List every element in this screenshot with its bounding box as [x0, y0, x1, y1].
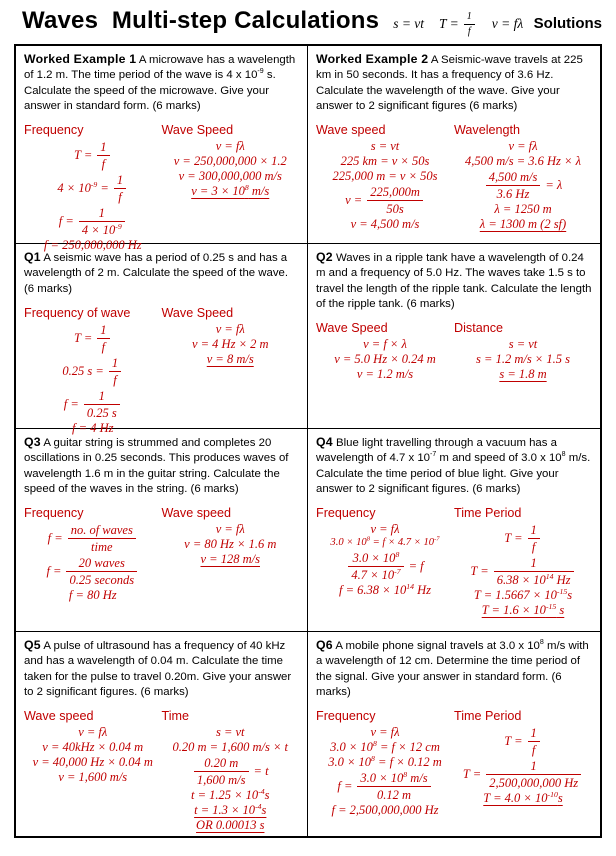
- math-fraction-line: [439, 10, 477, 37]
- math-line: f = 250,000,000 Hz: [43, 238, 142, 253]
- math-line: $3.0 \times 10^8 = f \times 12$ cm: [330, 738, 440, 755]
- math-fraction-line: [24, 139, 162, 172]
- fraction-prefix: T =: [504, 531, 523, 546]
- fraction-numerator: 1: [97, 323, 109, 339]
- fraction-prefix: T =: [73, 330, 93, 345]
- fraction-prefix: f =: [63, 396, 79, 411]
- math-line: v = 128 m/s: [200, 552, 260, 567]
- fraction: [109, 356, 121, 387]
- fraction-denominator: f: [531, 540, 536, 555]
- fraction: [84, 389, 120, 420]
- reference-formulas: [393, 10, 523, 37]
- fraction: [66, 556, 137, 587]
- math-line: $T = 4.0 \times 10^{-10}s$: [483, 789, 563, 806]
- solution-column: [24, 709, 162, 833]
- fraction-denominator: f: [101, 157, 106, 172]
- fraction-numerator: 1: [464, 11, 475, 24]
- solution-column-heading: Time Period: [454, 709, 522, 724]
- fraction-numerator: 1: [528, 523, 540, 539]
- solution-column-heading: Wave Speed: [316, 321, 388, 336]
- solution-column: [24, 506, 162, 603]
- fraction-denominator: 3.6 Hz: [496, 187, 530, 202]
- solution-column: [316, 123, 454, 232]
- cell-q2: [308, 244, 600, 429]
- fraction-numerator: 1: [97, 140, 109, 156]
- fraction: [486, 759, 581, 790]
- solution-column: [454, 709, 592, 818]
- page-title: Waves Multi-step Calculations: [22, 7, 380, 34]
- solution-column-heading: Frequency: [316, 709, 376, 724]
- cell-worked-example-2: [308, 46, 600, 244]
- solution-column-heading: Time: [161, 709, 190, 724]
- solution-column: [316, 321, 454, 382]
- fraction-suffix: = t: [253, 764, 269, 779]
- solution-column: [24, 306, 162, 436]
- math-line: v = fλ: [78, 725, 108, 740]
- fraction-numerator: $3.0 \times 10^8$ m/s: [357, 771, 430, 787]
- fraction-numerator: 1: [114, 173, 126, 189]
- solution-column-heading: Wave Speed: [161, 123, 234, 138]
- question-text: Q3 A guitar string is strummed and completes 20 oscillations in 0.25 seconds. This produces waves of wavelength 1.6 m in the guitar string. Calculate the speed of the waves in the string. (6 marks): [24, 435, 289, 495]
- solution-column: [454, 321, 592, 382]
- question-text: Q5 A pulse of ultrasound has a frequency of 40 kHz and has a wavelength of 0.04 m. Calculate the time taken for the pulse to travel 0.20m. Give your answer to 2 significant figures. (6 marks): [24, 638, 292, 698]
- solution-work: [316, 123, 592, 232]
- question-label: Q1: [24, 250, 41, 264]
- math-line: $f = 6.38 \times 10^{14}$ Hz: [339, 581, 431, 597]
- question-text: Worked Example 1 A microwave has a wavelength of 1.2 m. The time period of the wave is 4 x $10^{-9}$ s. Calculate the speed of the microwave. Give your answer in standard form. (6 marks): [24, 52, 296, 112]
- fraction-numerator: 4,500 m/s: [486, 170, 541, 186]
- fraction-prefix: f =: [58, 214, 74, 229]
- question-text: Q6 A mobile phone signal travels at 3.0 x $10^8$ m/s with a wavelength of 12 cm. Determine the time period of the signal. Give your answer in standard form. (6 marks): [316, 638, 589, 698]
- math-fraction-line: [162, 755, 300, 788]
- fraction-prefix: v =: [345, 193, 363, 208]
- math-line: v = 40,000 Hz × 0.04 m: [32, 755, 153, 770]
- question-text: Q1 A seismic wave has a period of 0.25 s and has a wavelength of 2 m. Calculate the speed of the wave. (6 marks): [24, 250, 289, 295]
- solution-column: [162, 123, 300, 253]
- math-line: v = fλ: [491, 16, 524, 31]
- fraction-denominator: f: [113, 372, 117, 387]
- fraction-numerator: 0.20 m: [194, 756, 249, 772]
- math-line: v = 4,500 m/s: [350, 217, 420, 232]
- math-line: v = 4 Hz × 2 m: [191, 336, 269, 351]
- math-line: f = 2,500,000,000 Hz: [331, 803, 439, 818]
- fraction-prefix: T =: [73, 148, 93, 163]
- math-line: v = fλ: [215, 139, 245, 154]
- solution-column-heading: Wave speed: [161, 506, 232, 521]
- math-line: v = fλ: [508, 139, 538, 154]
- solution-column-heading: Frequency of wave: [24, 305, 131, 320]
- question-text: Worked Example 2 A Seismic-wave travels at 225 km in 50 seconds. It has a frequency of 3.6 Hz. Calculate the wavelength of the wave. Give your answer to 2 significant figures (6 marks): [316, 52, 583, 112]
- math-fraction-line: [316, 770, 454, 803]
- solution-column: [162, 506, 300, 603]
- solution-work: [24, 123, 299, 253]
- worksheet-grid: [14, 44, 602, 838]
- fraction-denominator: f: [531, 743, 536, 758]
- fraction-denominator: f: [101, 339, 106, 354]
- math-line: 225 km = v × 50s: [340, 154, 430, 169]
- question-label: Q2: [316, 250, 333, 264]
- math-line: s = vt: [393, 16, 425, 31]
- math-line: v = fλ: [370, 725, 400, 740]
- solution-column: [316, 709, 454, 818]
- fraction-numerator: 1: [79, 206, 125, 222]
- fraction-numerator: 1: [528, 726, 540, 742]
- fraction-denominator: 1,600 m/s: [196, 773, 246, 788]
- math-line: v = 1,600 m/s: [58, 770, 128, 785]
- fraction-prefix: T =: [462, 767, 482, 782]
- fraction-denominator: f: [118, 190, 122, 205]
- cell-q6: [308, 632, 600, 836]
- math-line: v = 250,000,000 × 1.2: [173, 154, 287, 169]
- solution-column: [454, 506, 592, 618]
- fraction-suffix: = f: [408, 558, 424, 573]
- math-line: v = f × λ: [363, 337, 407, 352]
- fraction: [348, 551, 403, 582]
- solution-column-heading: Wavelength: [454, 123, 521, 138]
- fraction: [528, 523, 540, 554]
- fraction: [494, 556, 574, 587]
- fraction-numerator: 1: [109, 356, 121, 372]
- fraction-prefix: $4 \times 10^{-9}$ =: [57, 179, 109, 196]
- solutions-label: Solutions: [533, 15, 602, 32]
- solution-column: [24, 123, 162, 253]
- solution-column-heading: Frequency: [316, 506, 376, 521]
- solution-column-heading: Frequency: [24, 506, 84, 521]
- math-line: f = 4 Hz: [72, 420, 114, 435]
- math-fraction-line: [24, 172, 162, 205]
- math-fraction-line: [454, 555, 592, 588]
- math-line: $T = 1.5667 \times 10^{-15}s$: [473, 586, 573, 603]
- math-line: s = vt: [370, 139, 400, 154]
- solution-column-heading: Wave speed: [24, 709, 94, 724]
- solution-column-heading: Time Period: [454, 506, 522, 521]
- fraction-denominator: 2,500,000,000 Hz: [489, 776, 579, 791]
- question-label: Q6: [316, 638, 333, 652]
- solution-work: [24, 506, 299, 603]
- solution-work: [316, 321, 592, 382]
- fraction: [68, 523, 136, 554]
- math-fraction-line: [454, 725, 592, 758]
- fraction-numerator: 1: [84, 389, 120, 405]
- solution-column: [454, 123, 592, 232]
- math-line: s = vt: [508, 337, 538, 352]
- fraction: [194, 756, 249, 787]
- solution-column-heading: Wave speed: [316, 123, 386, 138]
- math-line: λ = 1250 m: [494, 202, 552, 217]
- math-line: $T = 1.6 \times 10^{-15}$ s: [481, 601, 565, 618]
- math-line: 0.20 m = 1,600 m/s × t: [172, 740, 288, 755]
- solution-work: [316, 709, 592, 818]
- cell-q4: [308, 429, 600, 632]
- page-header: [0, 0, 616, 38]
- math-line: f = 80 Hz: [68, 588, 117, 603]
- fraction-denominator: 50s: [386, 202, 404, 217]
- math-line: v = 1.2 m/s: [356, 367, 414, 382]
- math-fraction-line: [24, 205, 162, 238]
- fraction-numerator: 225,000m: [367, 185, 423, 201]
- math-line: $3.0 \times 10^8 = f \times 4.7 \times 10^{-7}$: [330, 535, 440, 549]
- fraction-numerator: 1: [486, 759, 581, 775]
- math-line: $v = 3 \times 10^8$ m/s: [191, 182, 270, 199]
- cell-worked-example-1: [16, 46, 308, 253]
- math-line: v = 80 Hz × 1.6 m: [184, 537, 277, 552]
- math-fraction-line: [316, 184, 454, 217]
- math-line: v = fλ: [215, 321, 245, 336]
- fraction-numerator: 20 waves: [66, 556, 137, 572]
- math-fraction-line: [24, 388, 162, 421]
- fraction-prefix: f =: [46, 564, 62, 579]
- question-label: Worked Example 1: [24, 52, 137, 66]
- math-fraction-line: [24, 355, 162, 388]
- fraction-denominator: $4 \times 10^{-9}$: [81, 221, 122, 238]
- math-line: $t = 1.25 \times 10^{-4}s$: [190, 786, 270, 803]
- solution-work: [24, 709, 299, 833]
- fraction: [464, 11, 475, 36]
- math-fraction-line: [24, 322, 162, 355]
- solution-column-heading: Frequency: [24, 123, 84, 138]
- fraction: [79, 206, 125, 237]
- fraction-prefix: f =: [337, 779, 353, 794]
- fraction-prefix: T =: [504, 734, 523, 749]
- solution-column: [162, 306, 300, 436]
- question-label: Q4: [316, 435, 333, 449]
- fraction: [114, 173, 126, 204]
- fraction: [97, 140, 109, 171]
- question-label: Worked Example 2: [316, 52, 429, 66]
- fraction-prefix: f =: [47, 531, 63, 546]
- math-fraction-line: [454, 169, 592, 202]
- math-fraction-line: [316, 550, 454, 583]
- fraction-prefix: 0.25 s =: [62, 363, 104, 378]
- question-text: Q4 Blue light travelling through a vacuum has a wavelength of 4.7 x $10^{-7}$ m and speed of 3.0 x $10^8$ m/s. Calculate the time period of blue light. Give your answer to 2 significant figures. (6 marks): [316, 435, 591, 495]
- math-fraction-line: [454, 758, 592, 791]
- fraction-numerator: no. of waves: [68, 523, 136, 539]
- cell-q3: [16, 429, 308, 632]
- cell-q1: [16, 244, 308, 435]
- math-line: v = 40kHz × 0.04 m: [42, 740, 144, 755]
- fraction-denominator: time: [91, 540, 113, 555]
- question-label: Q5: [24, 638, 41, 652]
- solution-column-heading: Distance: [454, 321, 503, 336]
- math-line: OR 0.00013 s: [196, 818, 265, 833]
- fraction: [97, 323, 109, 354]
- fraction-denominator: $4.7 \times 10^{-7}$: [351, 566, 401, 582]
- fraction-suffix: = λ: [545, 178, 563, 193]
- math-fraction-line: [454, 522, 592, 555]
- math-line: v = 5.0 Hz × 0.24 m: [334, 352, 436, 367]
- fraction-denominator: $6.38 \times 10^{14}$ Hz: [496, 571, 571, 588]
- math-line: v = fλ: [215, 522, 245, 537]
- fraction-denominator: 0.25 seconds: [69, 573, 135, 588]
- math-line: $t = 1.3 \times 10^{-4}s$: [194, 801, 267, 818]
- fraction: [528, 726, 540, 757]
- solution-column: [162, 709, 300, 833]
- math-line: s = 1.2 m/s × 1.5 s: [476, 352, 570, 367]
- math-line: 225,000 m = v × 50s: [332, 169, 438, 184]
- solution-work: [316, 506, 592, 618]
- cell-q5: [16, 632, 308, 836]
- fraction: [367, 185, 423, 216]
- solution-work: [24, 306, 299, 436]
- solution-column: [316, 506, 454, 618]
- math-line: λ = 1300 m (2 sf): [479, 217, 567, 232]
- math-line: s = vt: [215, 725, 245, 740]
- math-line: 4,500 m/s = 3.6 Hz × λ: [464, 154, 582, 169]
- fraction: [486, 170, 541, 201]
- fraction-denominator: f: [467, 25, 471, 37]
- fraction-denominator: 0.25 s: [86, 405, 117, 420]
- question-text: Q2 Waves in a ripple tank have a wavelength of 0.24 m and a frequency of 5.0 Hz. The waves take 1.5 s to travel the length of the ripple tank. Calculate the length of the ripple tank. (6 marks): [316, 250, 592, 310]
- math-line: v = 300,000,000 m/s: [178, 169, 282, 184]
- math-line: v = fλ: [370, 522, 400, 537]
- math-line: $3.0 \times 10^8 = f \times 0.12$ m: [328, 753, 442, 770]
- math-line: v = 8 m/s: [206, 351, 254, 366]
- solution-column-heading: Wave Speed: [161, 305, 234, 320]
- question-label: Q3: [24, 435, 41, 449]
- fraction-prefix: T =: [470, 564, 489, 579]
- math-fraction-line: [24, 555, 162, 588]
- fraction: [357, 771, 430, 802]
- math-line: s = 1.8 m: [499, 367, 547, 382]
- fraction-numerator: 1: [494, 556, 574, 572]
- fraction-prefix: T =: [439, 16, 459, 31]
- math-fraction-line: [24, 522, 162, 555]
- fraction-denominator: 0.12 m: [377, 788, 412, 803]
- fraction-numerator: $3.0 \times 10^8$: [348, 551, 403, 567]
